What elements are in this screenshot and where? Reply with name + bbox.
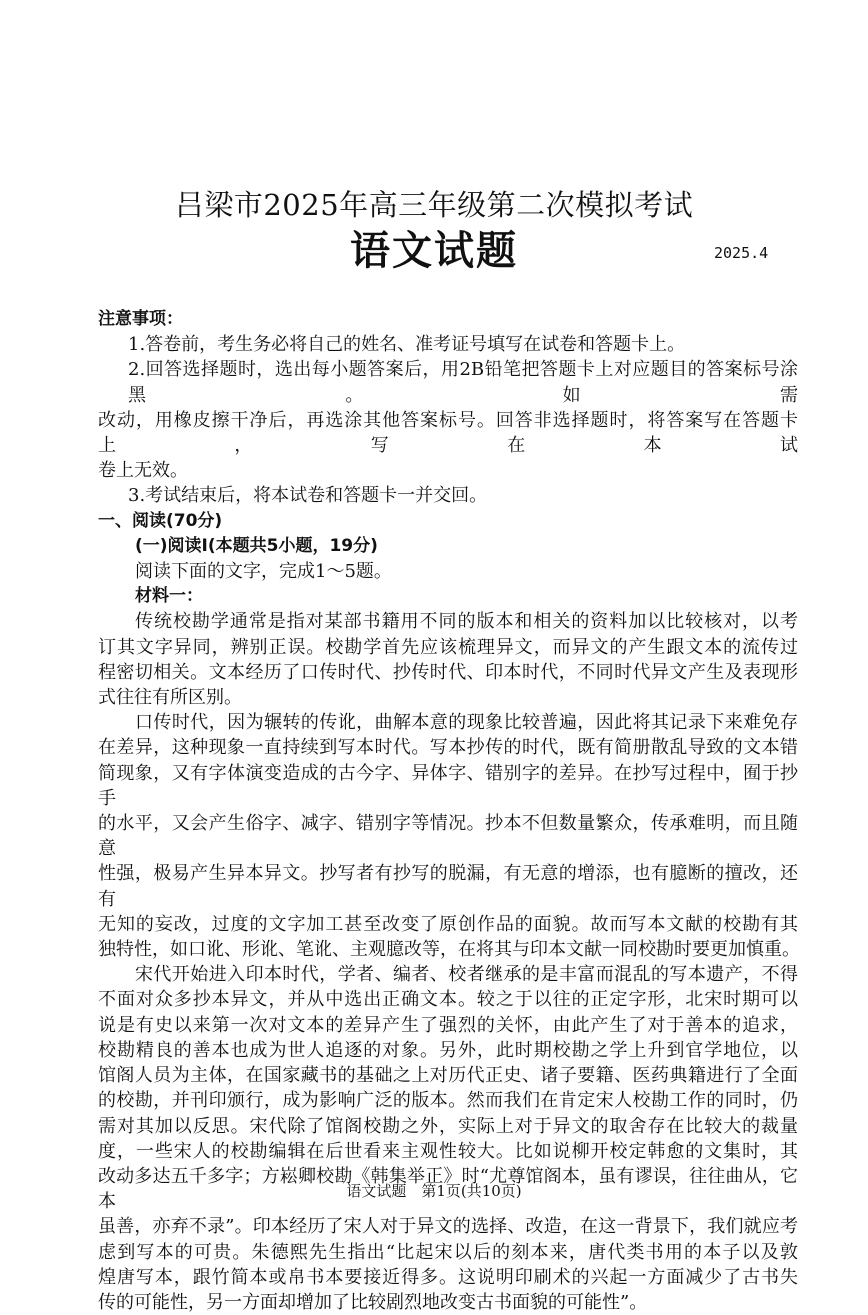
text-line: 校勘精良的善本也成为世人追逐的对象。另外，此时期校勘之学上升到官学地位，以 bbox=[98, 1039, 798, 1061]
paragraph bbox=[98, 710, 798, 962]
exam-body bbox=[98, 307, 798, 1315]
text-line: 虽善，亦弃不录”。印本经历了宋人对于异文的选择、改造，在这一背景下，我们就应考 bbox=[98, 1216, 798, 1238]
text-line: 改动多达五千多字；方崧卿校勘《韩集举正》时“尤尊馆阁本，虽有谬误，往往曲从，它本 bbox=[98, 1165, 798, 1213]
text-line: 不面对众多抄本异文，并从中选出正确文本。较之于以往的正定字形，北宋时期可以 bbox=[98, 989, 798, 1011]
text-line: 的校勘，并刊印颁行，成为影响广泛的版本。然而我们在肯定宋人校勘工作的同时，仍 bbox=[98, 1090, 798, 1112]
text-line: 改动，用橡皮擦干净后，再选涂其他答案标号。回答非选择题时，将答案写在答题卡上，写在本试 bbox=[98, 409, 798, 457]
text-line: 传的可能性，另一方面却增加了比较剧烈地改变古书面貌的可能性”。 bbox=[98, 1291, 648, 1313]
text-line: 3.考试结束后，将本试卷和答题卡一并交回。 bbox=[128, 485, 488, 507]
text-line: 2.回答选择题时，选出每小题答案后，用2B铅笔把答题卡上对应题目的答案标号涂黑。如需 bbox=[128, 359, 798, 406]
paragraph bbox=[98, 609, 798, 710]
text-line: 在差异，这种现象一直持续到写本时代。写本抄传的时代，既有简册散乱导致的文本错 bbox=[98, 737, 798, 759]
exam-title: 吕梁市2025年高三年级第二次模拟考试 bbox=[174, 188, 694, 222]
subject-title: 语文试题 bbox=[350, 227, 518, 274]
instruction: 阅读下面的文字，完成1～5题。 bbox=[135, 561, 392, 583]
text-line: 订其文字异同，辨别正误。校勘学首先应该梳理异文，而异文的产生跟文本的流传过 bbox=[98, 636, 798, 658]
text-line: 程密切相关。文本经历了口传时代、抄传时代、印本时代，不同时代异文产生及表现形 bbox=[98, 661, 798, 683]
text-line: 宋代开始进入印本时代，学者、编者、校者继承的是丰富而混乱的写本遗产，不得 bbox=[135, 964, 798, 986]
notice-heading: 注意事项： bbox=[98, 309, 183, 329]
text-line: 无知的妄改，过度的文字加工甚至改变了原创作品的面貌。故而写本文献的校勘有其 bbox=[98, 913, 798, 935]
material-text bbox=[98, 609, 798, 1315]
notice-item bbox=[98, 483, 798, 508]
text-line: 独特性，如口讹、形讹、笔讹、主观臆改等，在将其与印本文献一同校勘时要更加慎重。 bbox=[98, 939, 800, 961]
text-line: 卷上无效。 bbox=[98, 460, 188, 482]
subsection-heading: (一)阅读Ⅰ(本题共5小题，19分) bbox=[135, 535, 378, 556]
paragraph bbox=[98, 962, 798, 1315]
text-line: 煌唐写本，跟竹简本或帛书本要接近得多。这说明印刷术的兴起一方面减少了古书失 bbox=[98, 1266, 798, 1288]
notice-item bbox=[98, 332, 798, 357]
page-footer: 语文试题 第1页(共10页) bbox=[346, 1182, 522, 1200]
text-line: 1.答卷前，考生务必将自己的姓名、准考证号填写在试卷和答题卡上。 bbox=[128, 334, 686, 356]
text-line: 说是有史以来第一次对文本的差异产生了强烈的关怀，由此产生了对于善本的追求， bbox=[98, 1014, 798, 1036]
section-heading: 一、阅读(70分) bbox=[98, 510, 223, 531]
exam-date: 2025.4 bbox=[714, 244, 769, 262]
text-line: 性强，极易产生异本异文。抄写者有抄写的脱漏，有无意的增添，也有臆断的擅改，还有 bbox=[98, 863, 798, 910]
text-line: 虑到写本的可贵。朱德熙先生指出“比起宋以后的刻本来，唐代类书用的本子以及敦 bbox=[98, 1241, 798, 1263]
text-line: 需对其加以反思。宋代除了馆阁校勘之外，实际上对于异文的取舍存在比较大的裁量 bbox=[98, 1115, 798, 1137]
notice-list bbox=[98, 332, 798, 508]
text-line: 口传时代，因为辗转的传讹，曲解本意的现象比较普遍，因此将其记录下来难免存 bbox=[135, 712, 798, 734]
text-line: 式往往有所区别。 bbox=[98, 687, 242, 709]
text-line: 馆阁人员为主体，在国家藏书的基础之上对历代正史、诸子要籍、医药典籍进行了全面 bbox=[98, 1065, 798, 1087]
material-label: 材料一： bbox=[135, 586, 203, 607]
text-line: 的水平，又会产生俗字、减字、错别字等情况。抄本不但数量繁众，传承难明，而且随意 bbox=[98, 813, 798, 860]
notice-item bbox=[98, 357, 798, 483]
text-line: 度，一些宋人的校勘编辑在后世看来主观性较大。比如说柳开校定韩愈的文集时，其 bbox=[98, 1140, 798, 1162]
text-line: 简现象，又有字体演变造成的古今字、异体字、错别字的差异。在抄写过程中，囿于抄手 bbox=[98, 762, 798, 809]
text-line: 传统校勘学通常是指对某部书籍用不同的版本和相关的资料加以比较核对，以考 bbox=[135, 611, 798, 633]
